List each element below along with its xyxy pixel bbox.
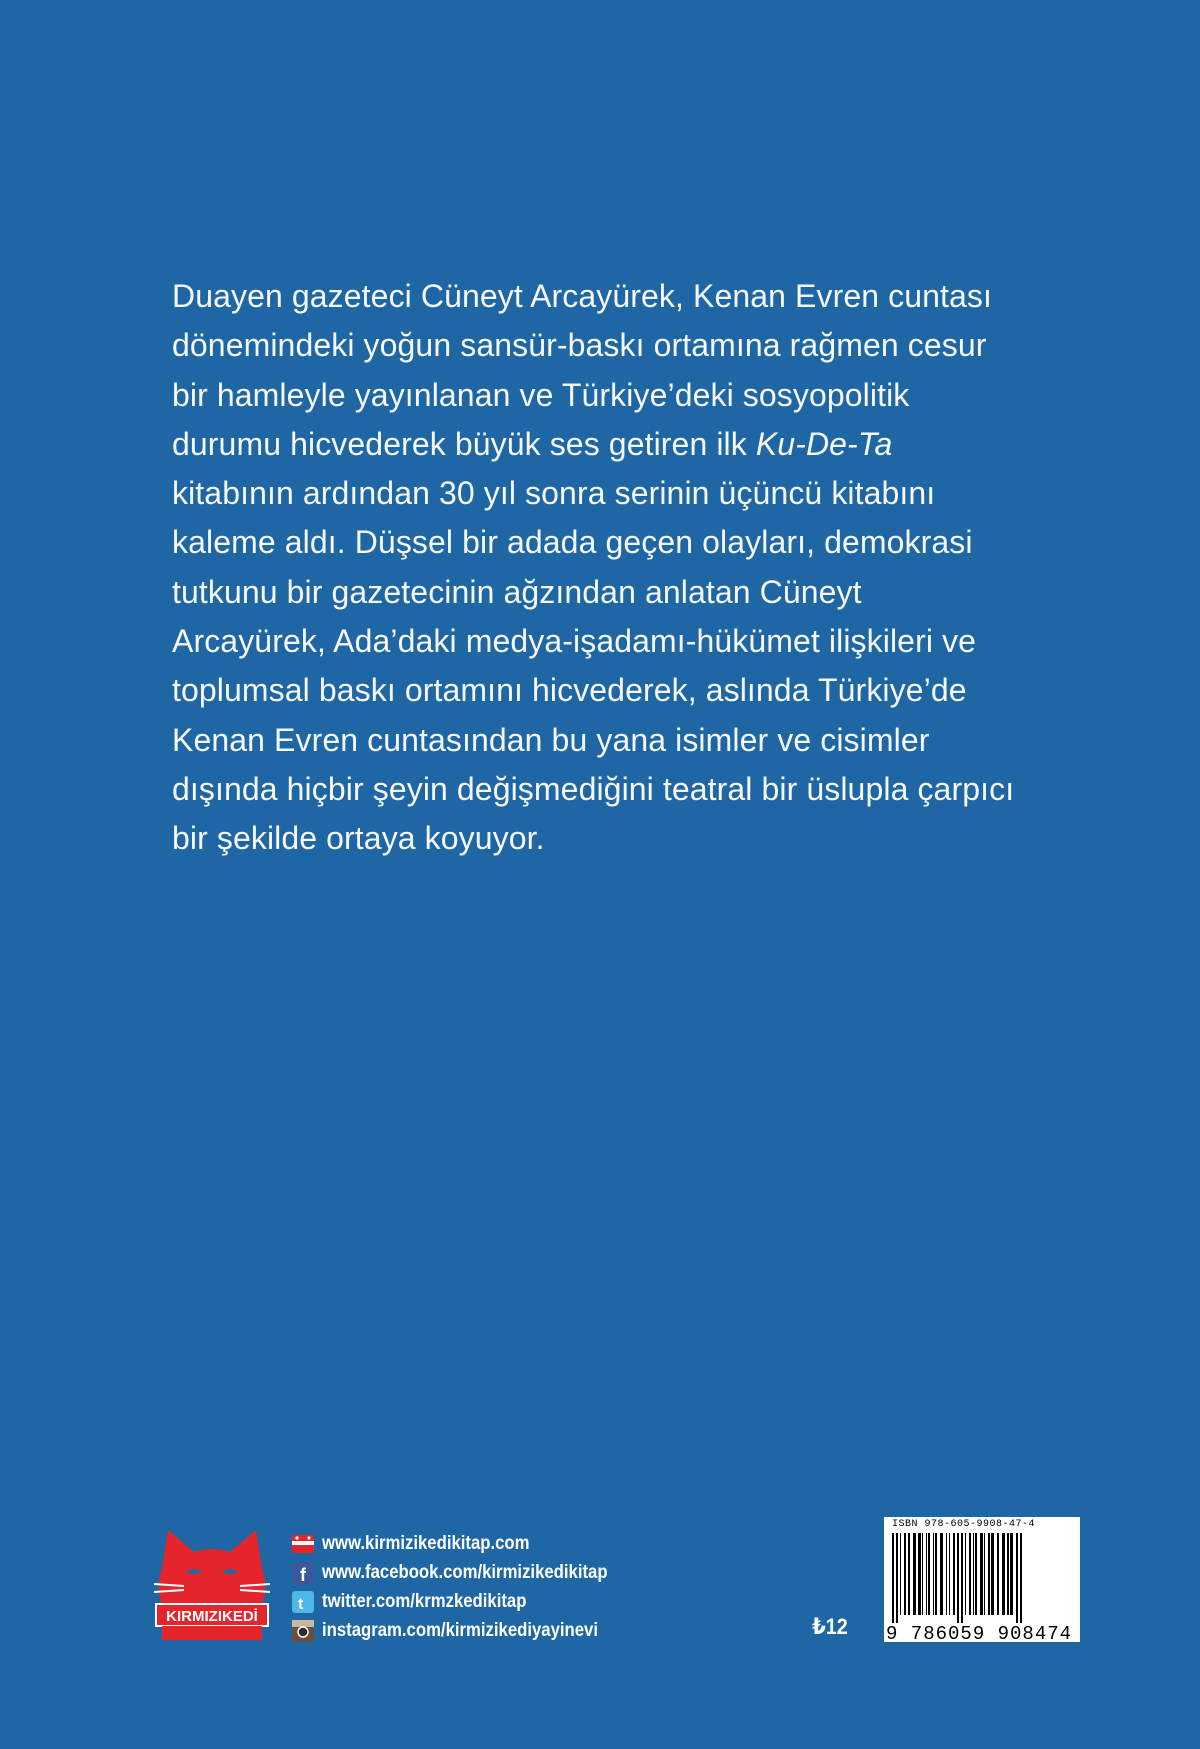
barcode-bar [973,1533,974,1615]
blurb-line: Duayen gazeteci Cüneyt Arcayürek, Kenan Evren cuntası [172,278,992,314]
isbn-barcode [884,1517,1080,1645]
barcode-bar [957,1533,959,1623]
book-title-italic: Ku-De-Ta [755,425,893,462]
barcode-bar [949,1533,950,1615]
barcode-bar [1002,1533,1005,1615]
instagram-icon [290,1619,316,1643]
blurb-line: kitabının ardından 30 yıl sonra serinin üçüncü kitabını [172,475,936,512]
barcode-bar [940,1533,943,1615]
barcode-bar [922,1533,923,1615]
barcode-bar [984,1533,985,1615]
blurb-line-text: durumu hicvederek büyük ses getiren ilk [172,425,747,462]
barcode-bars [890,1533,1074,1625]
barcode-bar [988,1533,990,1615]
blurb-line: Kenan Evren cuntasından bu yana isimler ve cisimler [172,721,930,758]
blurb-line: tutkunu bir gazetecinin ağzından anlatan Cüneyt [172,573,862,610]
barcode-bar [946,1533,947,1615]
barcode-bar [961,1533,963,1623]
blurb-line: toplumsal baskı ortamını hicvederek, aslında Türkiye’de [172,672,967,709]
barcode-bar [900,1533,901,1615]
back-cover-blurb [172,272,1092,864]
instagram-url: instagram.com/kirmizikediyayinevi [322,1619,599,1641]
barcode-bar [928,1533,930,1615]
blurb-line: kaleme aldı. Düşsel bir adada geçen olayları, demokrasi [172,524,973,561]
blurb-line: bir hamleyle yayınlanan ve Türkiye’deki sosyopolitik [172,376,910,413]
price-label: ₺12 [812,1614,848,1639]
ean-digits: 9 786059 908474 [886,1623,1073,1645]
logo-wordmark: KIRMIZIKEDİ [166,1608,258,1625]
barcode-bar [980,1533,983,1615]
barcode-bar [953,1533,955,1615]
barcode-bar [991,1533,994,1615]
barcode-bar [965,1533,966,1615]
barcode-bar [892,1533,894,1623]
barcode-bar [1016,1533,1018,1623]
barcode-bar [1020,1533,1022,1623]
barcode-bar [969,1533,971,1615]
barcode-bar [933,1533,934,1615]
publisher-logo [154,1528,270,1641]
blurb-line [172,420,1092,469]
blurb-line: bir şekilde ortaya koyuyor. [172,820,545,857]
svg-text:f: f [300,1564,306,1584]
link-facebook[interactable] [290,1558,647,1587]
barcode-bar [908,1533,910,1615]
barcode-bar [904,1533,906,1615]
publisher-links [290,1529,647,1645]
barcode-bar [1007,1533,1009,1615]
barcode-bar [896,1533,898,1623]
web-icon [290,1532,316,1556]
barcode-bar [935,1533,937,1615]
twitter-url: twitter.com/krmzkedikitap [322,1590,527,1612]
twitter-icon [290,1590,316,1614]
website-url: www.kirmizikedikitap.com [322,1532,530,1554]
barcode-bar [926,1533,927,1615]
blurb-line: Arcayürek, Ada’daki medya-işadamı-hükümet ilişkileri ve [172,623,977,660]
link-instagram[interactable] [290,1616,647,1645]
barcode-bar [918,1533,921,1615]
barcode-bar [997,1533,999,1615]
isbn-label: ISBN 978-605-9908-47-4 [892,1519,1036,1530]
barcode-bar [913,1533,916,1615]
svg-text:t: t [298,1595,304,1613]
facebook-icon [290,1561,316,1585]
barcode-bar [975,1533,977,1615]
facebook-url: www.facebook.com/kirmizikedikitap [322,1561,608,1583]
cat-logo-icon [154,1528,270,1641]
blurb-line: dönemindeki yoğun sansür-baskı ortamına rağmen cesur [172,327,987,364]
link-website[interactable] [290,1529,647,1558]
barcode-bar [1010,1533,1013,1615]
blurb-line: dışında hiçbir şeyin değişmediğini teatral bir üslupla çarpıcı [172,770,1015,807]
link-twitter[interactable] [290,1587,647,1616]
